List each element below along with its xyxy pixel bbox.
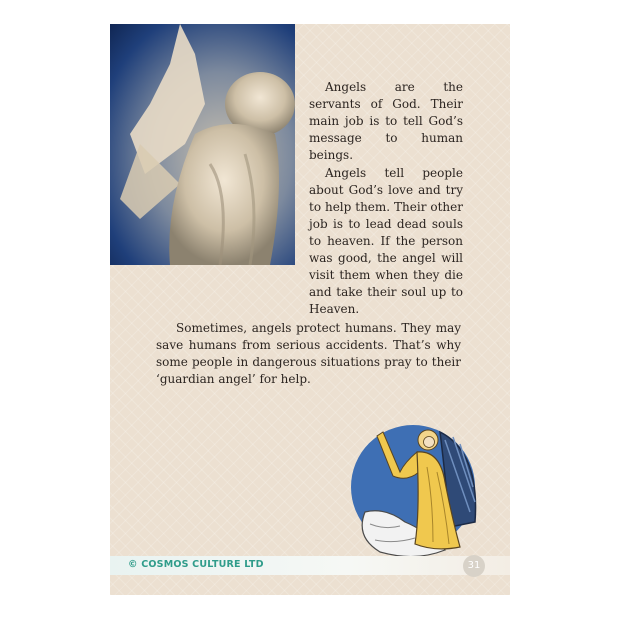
copyright-notice: © COSMOS CULTURE LTD bbox=[128, 559, 264, 570]
angels-role-paragraph: Angels tell people about God’s love and try to help them. Their other job is to lead dead souls to heaven. If the person was good, the angel will visit them when they die and take their soul up to Heaven. bbox=[309, 166, 463, 316]
book-page bbox=[110, 24, 510, 595]
page-number: 31 bbox=[463, 555, 485, 577]
angel-statue-photo bbox=[110, 24, 295, 265]
angel-illustration bbox=[345, 412, 490, 562]
guardian-angel-paragraph: Sometimes, angels protect humans. They may save humans from serious accidents. That’s why some people in dangerous situations pray to their ‘guardian angel’ for help. bbox=[156, 321, 461, 386]
intro-paragraph: Angels are the servants of God. Their main job is to tell God’s message to human beings. bbox=[309, 80, 463, 162]
